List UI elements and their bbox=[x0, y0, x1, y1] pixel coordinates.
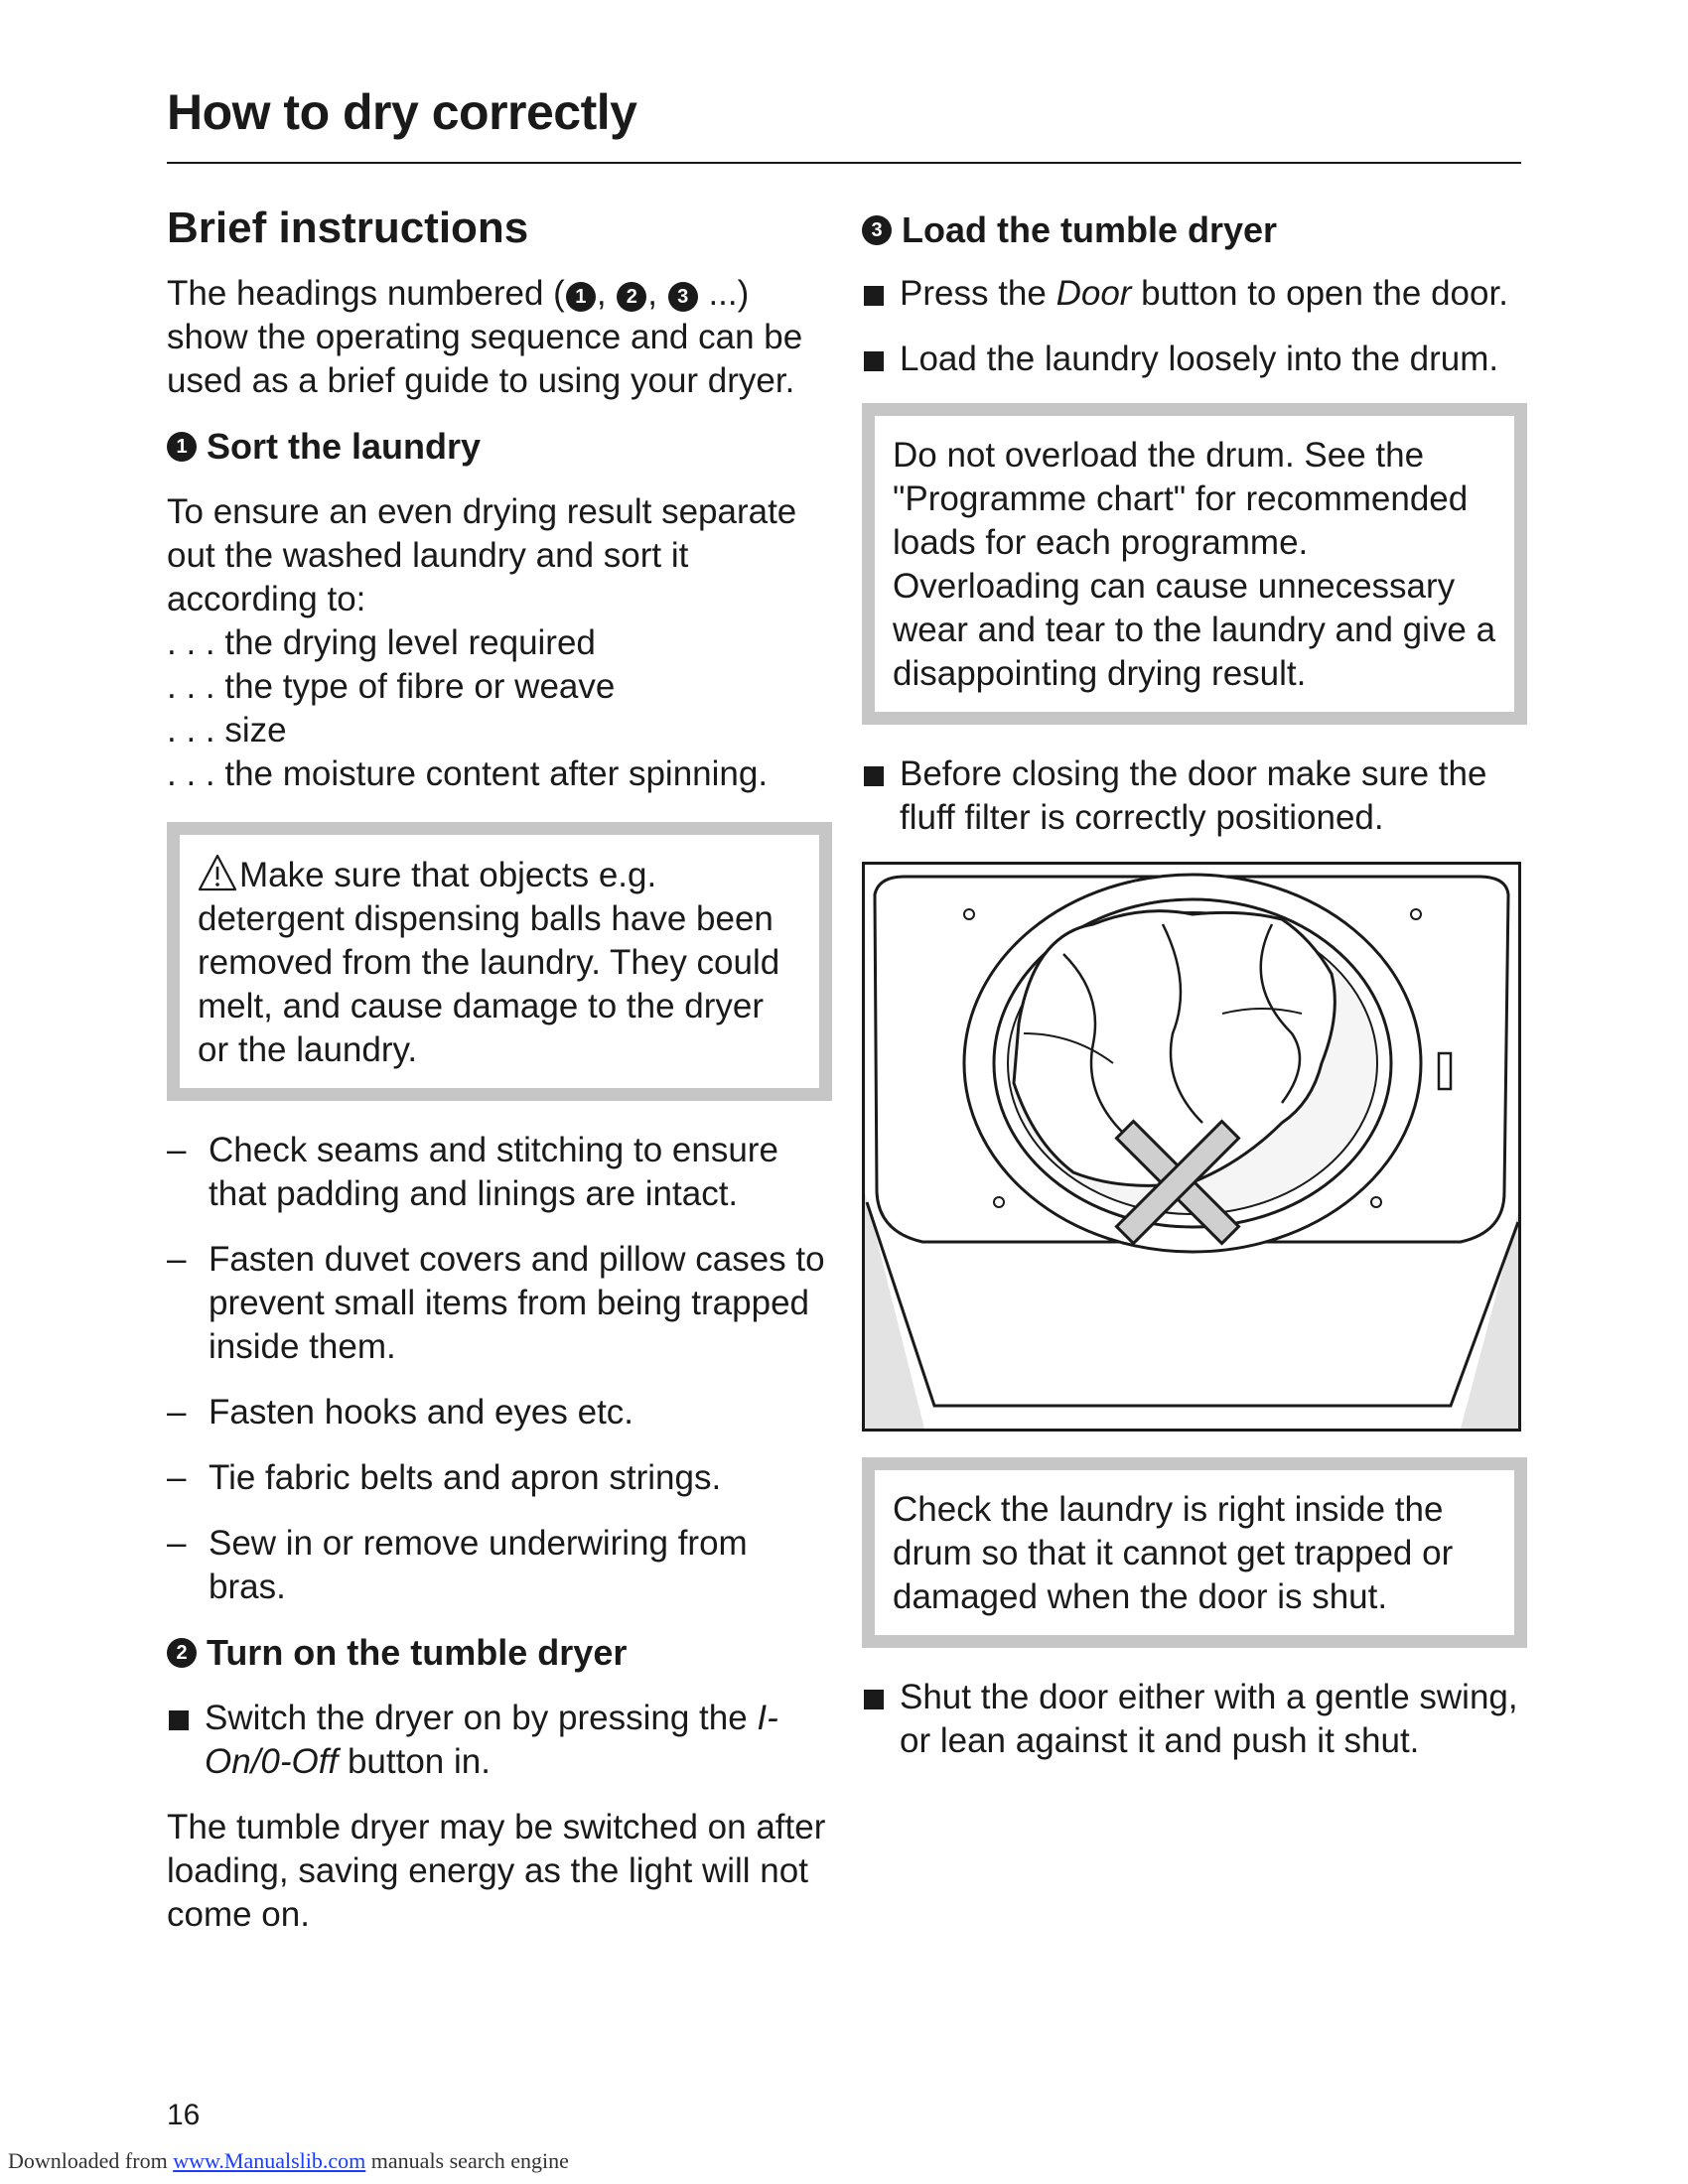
check-item: – Check seams and stitching to ensure that padding and linings are intact. bbox=[167, 1129, 832, 1216]
step-number-1-icon: 1 bbox=[566, 282, 596, 312]
step-1-title: Sort the laundry bbox=[207, 426, 482, 467]
bullet-text: Shut the door either with a gentle swing, or lean against it and push it shut. bbox=[900, 1678, 1518, 1760]
left-column bbox=[167, 199, 832, 1959]
intro-paragraph: The headings numbered ( 1 , 2 , 3 ...) show the operating sequence and can be used as a brief guide to using your dryer. bbox=[167, 274, 803, 400]
square-bullet-icon bbox=[864, 286, 884, 306]
square-bullet-icon bbox=[864, 351, 884, 371]
warning-triangle-icon bbox=[198, 853, 237, 892]
step-number-1-icon: 1 bbox=[167, 432, 197, 462]
bullet-item bbox=[862, 338, 1527, 381]
bullet-text: Press the bbox=[900, 274, 1056, 313]
page-number: 16 bbox=[167, 2099, 201, 2131]
step-number-3-icon: 3 bbox=[862, 215, 892, 245]
check-laundry-text: Check the laundry is right inside the drum so that it cannot get trapped or damaged when the door is shut. bbox=[893, 1490, 1454, 1616]
title-divider bbox=[167, 162, 1521, 164]
switch-on-note: The tumble dryer may be switched on after loading, saving energy as the light will not come on. bbox=[167, 1808, 826, 1934]
page-title: How to dry correctly bbox=[167, 84, 637, 140]
button-name: I-On/0-Off bbox=[205, 1699, 778, 1781]
bullet-text: Switch the dryer on by pressing the bbox=[205, 1699, 758, 1737]
sort-criterion: . . . size bbox=[167, 711, 287, 750]
intro-text-start: The headings numbered ( bbox=[167, 274, 565, 313]
step-number-2-icon: 2 bbox=[167, 1638, 197, 1668]
step-1-heading bbox=[167, 425, 832, 469]
sort-criterion: . . . the moisture content after spinning. bbox=[167, 754, 769, 793]
download-footer bbox=[8, 2148, 569, 2174]
dryer-door-laundry-image bbox=[865, 865, 1518, 1429]
overload-note-box bbox=[862, 403, 1527, 725]
square-bullet-icon bbox=[864, 1690, 884, 1709]
square-bullet-icon bbox=[169, 1710, 189, 1730]
footer-text: manuals search engine bbox=[365, 2148, 569, 2173]
sort-criterion: . . . the drying level required bbox=[167, 623, 596, 662]
step-2-heading bbox=[167, 1631, 832, 1675]
manualslib-link[interactable]: www.Manualslib.com bbox=[173, 2148, 366, 2173]
bullet-item bbox=[862, 752, 1527, 840]
step-3-title: Load the tumble dryer bbox=[902, 209, 1278, 250]
check-item: – Sew in or remove underwiring from bras. bbox=[167, 1522, 832, 1609]
bullet-item bbox=[862, 272, 1527, 316]
section-heading: Brief instructions bbox=[167, 204, 529, 252]
right-column bbox=[862, 199, 1527, 1785]
bullet-text: Before closing the door make sure the fluff filter is correctly positioned. bbox=[900, 754, 1487, 837]
footer-text: Downloaded from bbox=[8, 2148, 174, 2173]
warning-text: Make sure that objects e.g. detergent dispensing balls have been removed from the laundry. They could melt, and cause damage to the dryer or the laundry. bbox=[198, 856, 780, 1069]
button-name: Door bbox=[1055, 274, 1132, 313]
bullet-text: button to open the door. bbox=[1131, 274, 1508, 313]
sort-criterion: . . . the type of fibre or weave bbox=[167, 667, 616, 706]
bullet-text: Load the laundry loosely into the drum. bbox=[900, 340, 1499, 378]
check-laundry-box bbox=[862, 1457, 1527, 1648]
bullet-item bbox=[167, 1697, 832, 1784]
step-number-3-icon: 3 bbox=[668, 282, 698, 312]
step-3-heading bbox=[862, 208, 1527, 252]
step-number-2-icon: 2 bbox=[617, 282, 646, 312]
warning-box bbox=[167, 822, 832, 1101]
square-bullet-icon bbox=[864, 766, 884, 786]
overload-note-text: Overloading can cause unnecessary wear and tear to the laundry and give a disappointing drying result. bbox=[893, 567, 1496, 693]
intro-text-end: ...) show the operating sequence and can be used as a brief guide to using your dryer. bbox=[167, 274, 803, 400]
check-item: – Fasten hooks and eyes etc. bbox=[167, 1391, 832, 1434]
check-item: – Tie fabric belts and apron strings. bbox=[167, 1456, 832, 1500]
check-item: – Fasten duvet covers and pillow cases to prevent small items from being trapped inside them. bbox=[167, 1238, 832, 1369]
step-2-title: Turn on the tumble dryer bbox=[207, 1632, 628, 1673]
sort-text: To ensure an even drying result separate out the washed laundry and sort it according to: bbox=[167, 492, 797, 618]
bullet-text: button in. bbox=[338, 1742, 491, 1781]
bullet-item bbox=[862, 1676, 1527, 1763]
dryer-drum-illustration bbox=[862, 862, 1521, 1432]
overload-note-text: Do not overload the drum. See the "Programme chart" for recommended loads for each programme. bbox=[893, 436, 1469, 562]
